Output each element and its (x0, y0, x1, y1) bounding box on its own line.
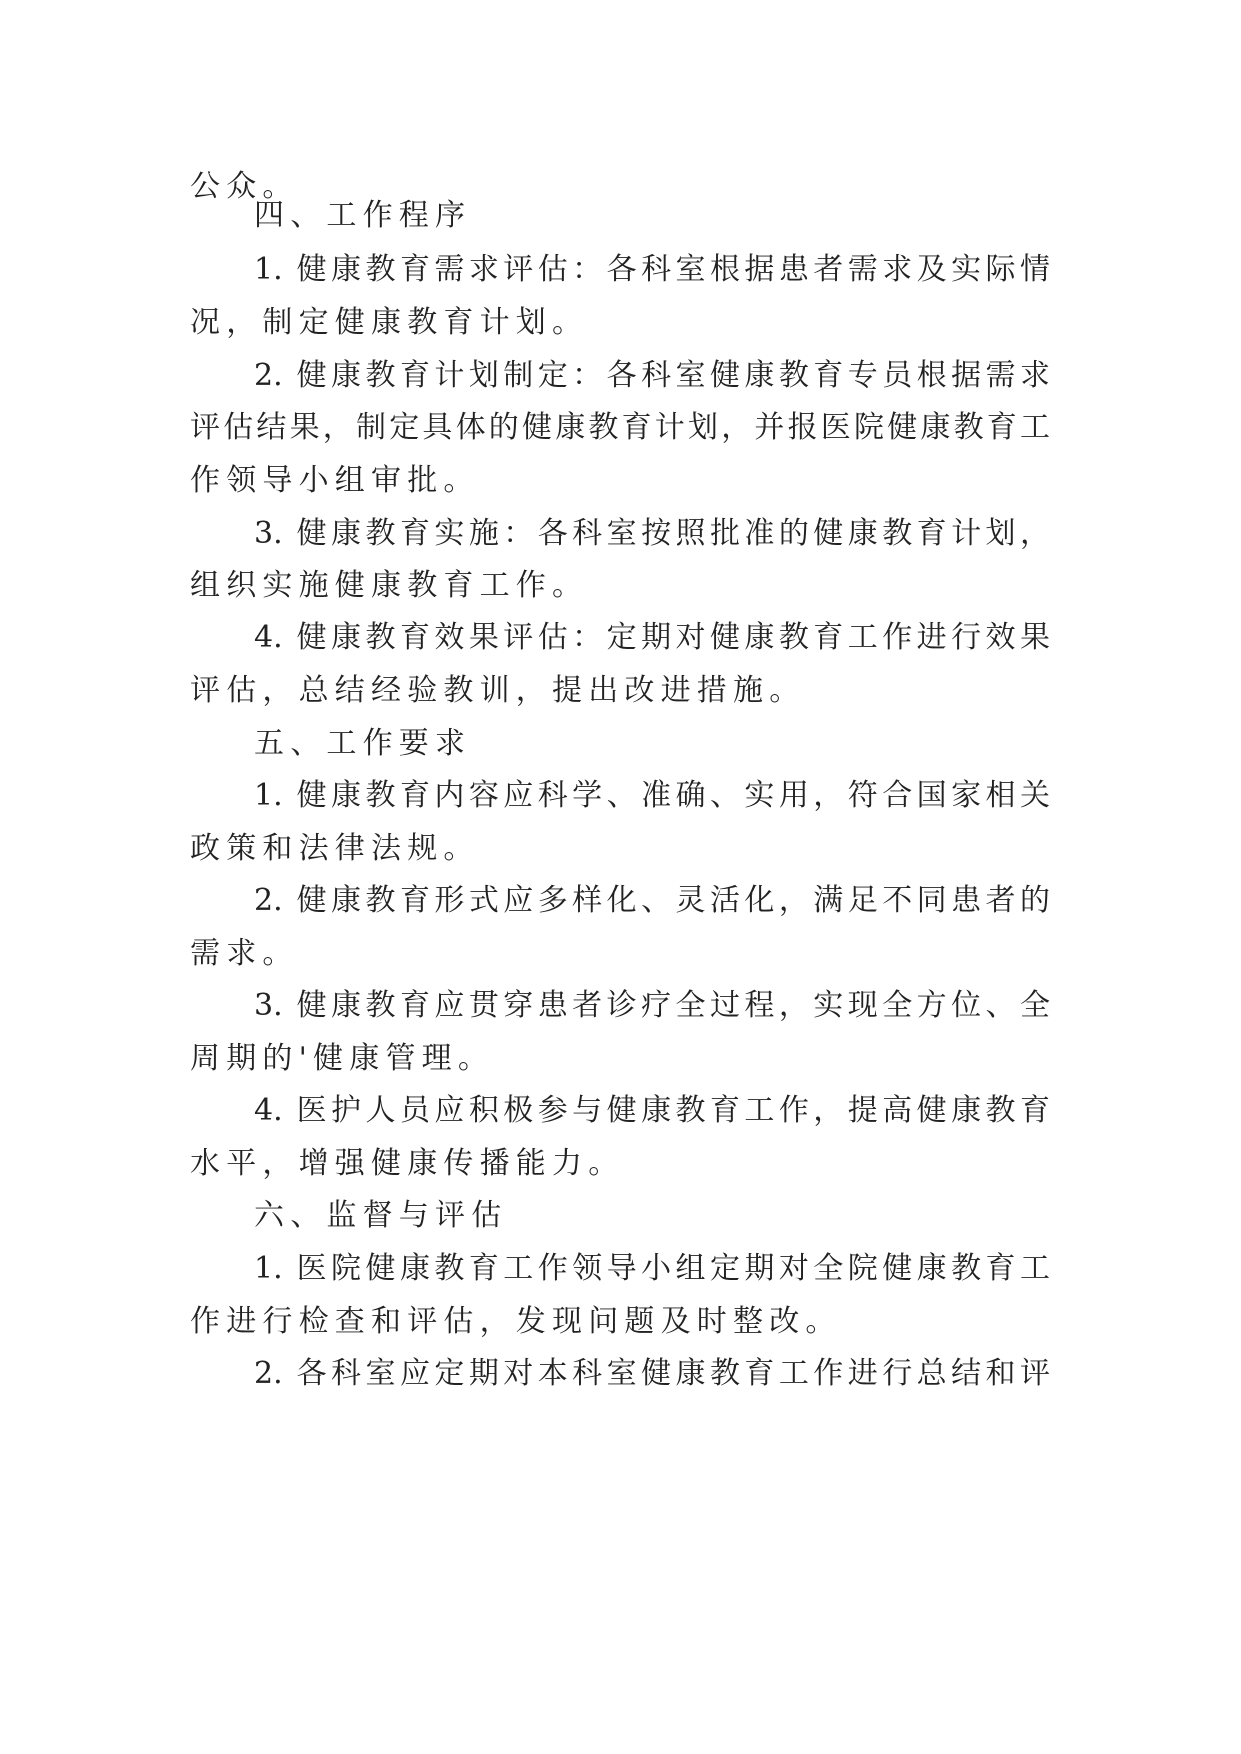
text-line: 周期的'健康管理。 (190, 1041, 495, 1076)
text-line: 3. 健康教育实施：各科室按照批准的健康教育计划， (254, 516, 1050, 551)
text-line: 评估结果，制定具体的健康教育计划，并报医院健康教育工 (190, 410, 1050, 445)
section-heading: 六、监督与评估 (254, 1198, 508, 1233)
text-line: 评估，总结经验教训，提出改进措施。 (190, 673, 806, 708)
text-line: 需求。 (190, 936, 299, 971)
text-line: 作领导小组审批。 (190, 463, 480, 498)
text-line: 组织实施健康教育工作。 (190, 568, 589, 603)
text-line: 2. 各科室应定期对本科室健康教育工作进行总结和评 (254, 1356, 1050, 1391)
section-heading: 四、工作程序 (254, 198, 472, 233)
text-line: 4. 健康教育效果评估：定期对健康教育工作进行效果 (254, 620, 1050, 655)
text-line: 1. 医院健康教育工作领导小组定期对全院健康教育工 (254, 1251, 1050, 1286)
text-line: 公众。 (190, 169, 299, 204)
text-line: 况，制定健康教育计划。 (190, 305, 589, 340)
section-heading: 五、工作要求 (254, 726, 472, 761)
document-page (190, 0, 1050, 1754)
text-line: 1. 健康教育需求评估：各科室根据患者需求及实际情 (254, 252, 1050, 287)
text-line: 政策和法律法规。 (190, 831, 480, 866)
text-line: 作进行检查和评估，发现问题及时整改。 (190, 1304, 842, 1339)
text-line: 水平，增强健康传播能力。 (190, 1146, 625, 1181)
text-line: 2. 健康教育计划制定：各科室健康教育专员根据需求 (254, 358, 1050, 393)
text-line: 2. 健康教育形式应多样化、灵活化，满足不同患者的 (254, 883, 1050, 918)
text-line: 1. 健康教育内容应科学、准确、实用，符合国家相关 (254, 778, 1050, 813)
text-line: 3. 健康教育应贯穿患者诊疗全过程，实现全方位、全 (254, 988, 1050, 1023)
text-line: 4. 医护人员应积极参与健康教育工作，提高健康教育 (254, 1093, 1050, 1128)
